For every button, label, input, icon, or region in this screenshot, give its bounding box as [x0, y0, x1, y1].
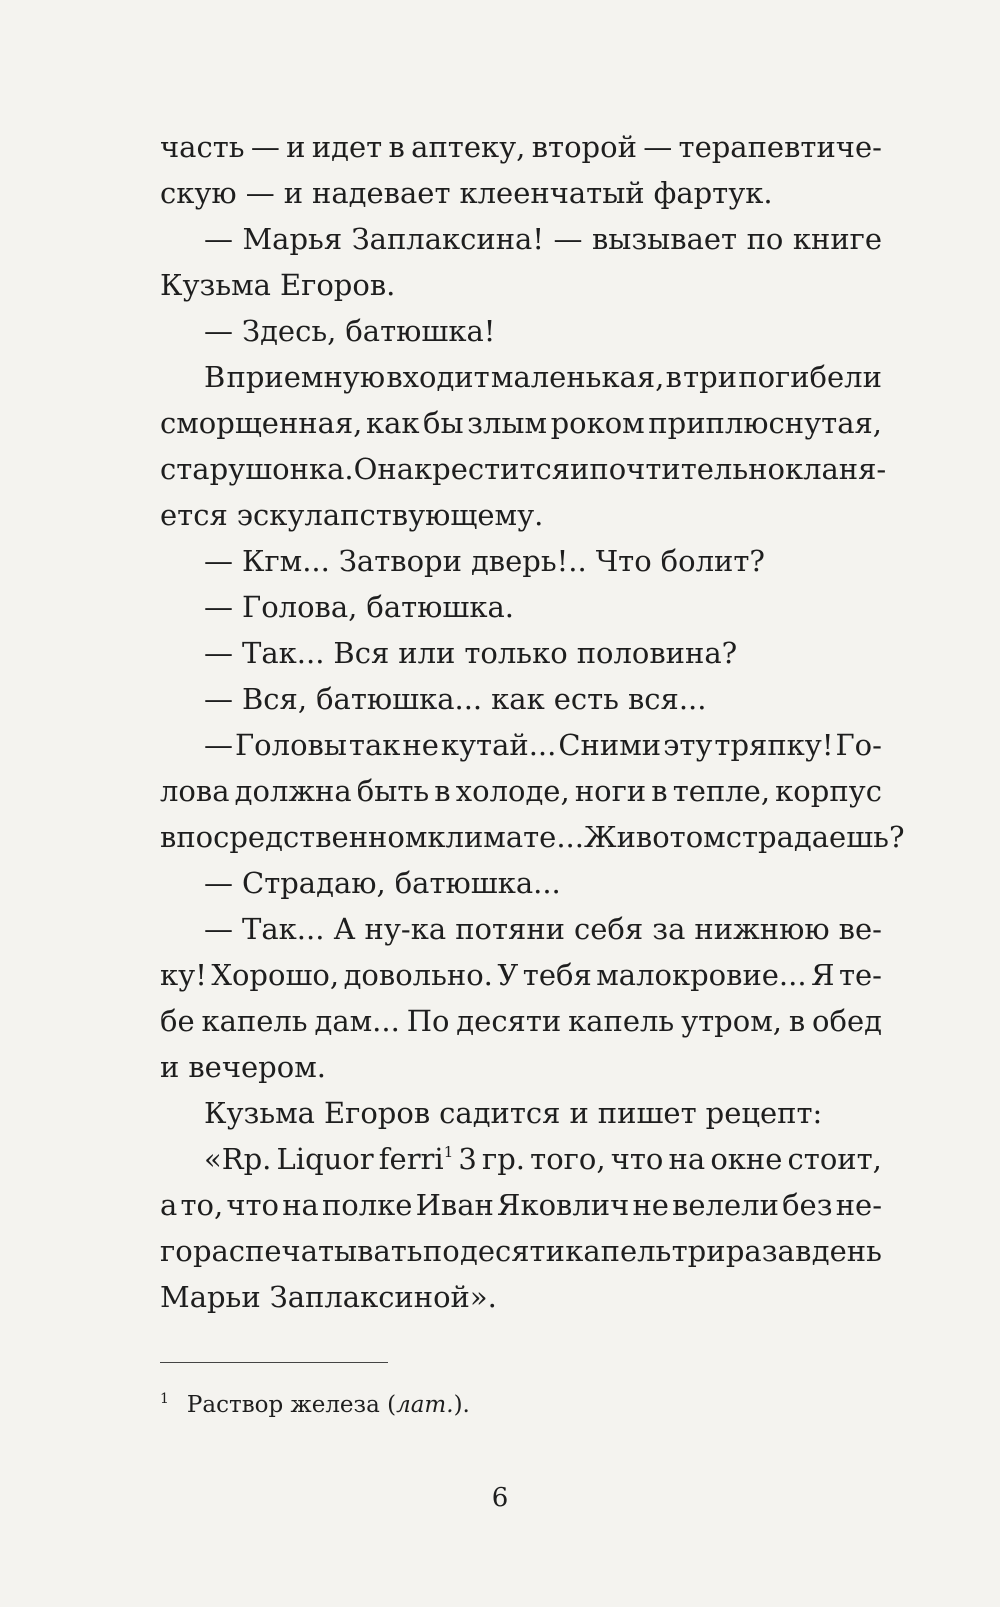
word: часть	[160, 130, 245, 164]
word: —	[204, 636, 233, 670]
word: должна	[234, 774, 352, 808]
text-line	[160, 492, 882, 538]
word: Liquor	[276, 1142, 374, 1176]
body-text	[160, 124, 905, 1320]
word: —	[204, 590, 233, 624]
text-line	[160, 1274, 882, 1320]
word: корпус	[775, 774, 882, 808]
word: маленькая,	[490, 360, 665, 394]
word: Яковлич	[497, 1188, 630, 1222]
word: приемную	[226, 360, 386, 394]
word: что	[610, 1142, 664, 1176]
word: то,	[180, 1188, 224, 1222]
word: Затвори	[338, 544, 462, 578]
word: Животом	[583, 820, 726, 854]
word: Марьи	[160, 1280, 261, 1314]
word: Что	[595, 544, 652, 578]
word: стоит,	[787, 1142, 882, 1176]
text-line	[160, 630, 882, 676]
text-line	[160, 1182, 882, 1228]
word: вызывает	[591, 222, 738, 256]
word: капель	[565, 1234, 672, 1268]
word: Вся,	[242, 682, 308, 716]
word: в	[388, 130, 405, 164]
word: роком	[550, 406, 645, 440]
word: кланя-	[784, 452, 887, 486]
word: гр.	[482, 1142, 525, 1176]
word: клеенчатый	[459, 176, 645, 210]
word: 3	[458, 1142, 477, 1176]
word: дверь!..	[470, 544, 587, 578]
word: скую	[160, 176, 237, 210]
word: —	[250, 130, 280, 164]
word: ferri$^1$	[378, 1142, 454, 1176]
text-line	[160, 262, 882, 308]
word: кутай...	[440, 728, 557, 762]
word: распечатывать	[192, 1234, 423, 1268]
text-line	[160, 998, 882, 1044]
word: вся...	[627, 682, 707, 716]
word: холоде,	[455, 774, 570, 808]
word: рецепт:	[705, 1096, 823, 1130]
word: и	[286, 130, 306, 164]
word: По	[406, 1004, 450, 1038]
word: в	[160, 820, 177, 854]
word: У	[497, 958, 519, 992]
word: Так...	[242, 636, 325, 670]
word: не-	[835, 1188, 882, 1222]
word: только	[464, 636, 568, 670]
text-line	[160, 952, 882, 998]
text-line	[160, 216, 882, 262]
word: —	[204, 222, 233, 256]
word: книге	[792, 222, 882, 256]
word: Марья	[242, 222, 343, 256]
word: три	[683, 360, 738, 394]
word: утром,	[681, 1004, 782, 1038]
word: надевает	[312, 176, 451, 210]
word: Кгм...	[242, 544, 330, 578]
word: климате...	[427, 820, 584, 854]
footnote-number: 1	[160, 1391, 169, 1407]
text-line	[160, 1136, 882, 1182]
word: —	[204, 912, 233, 946]
word: обед	[812, 1004, 882, 1038]
text-line	[160, 446, 887, 492]
text-line	[160, 676, 882, 722]
word: —	[245, 176, 275, 210]
text-line	[160, 400, 882, 446]
word: так	[348, 728, 401, 762]
word: довольно.	[343, 958, 493, 992]
word: —	[204, 728, 233, 762]
word: Страдаю,	[242, 866, 386, 900]
word: а	[160, 1188, 178, 1222]
text-line	[160, 170, 882, 216]
word: без	[782, 1188, 833, 1222]
text-line	[160, 860, 882, 906]
word: дам...	[314, 1004, 400, 1038]
word: быть	[356, 774, 430, 808]
word: в	[665, 360, 682, 394]
text-line	[160, 768, 882, 814]
word: Хорошо,	[211, 958, 340, 992]
word: почтительно	[589, 452, 785, 486]
footnote-close: ).	[453, 1392, 470, 1418]
word: —	[643, 130, 673, 164]
word: ноги	[574, 774, 647, 808]
word: на	[668, 1142, 706, 1176]
word: Кузьма	[204, 1096, 315, 1130]
word: потяни	[455, 912, 565, 946]
word: что	[226, 1188, 280, 1222]
word: батюшка!	[345, 314, 496, 348]
word: «Rp.	[204, 1142, 272, 1176]
word: Головы	[234, 728, 347, 762]
word: за	[652, 912, 686, 946]
word: бе	[160, 1004, 195, 1038]
word: как	[365, 406, 420, 440]
word: полке	[321, 1188, 413, 1222]
word: и	[569, 1096, 589, 1130]
word: вечером.	[188, 1050, 326, 1084]
word: нижнюю	[694, 912, 830, 946]
word: —	[204, 314, 233, 348]
text-line	[160, 584, 882, 630]
word: батюшка...	[316, 682, 483, 716]
word: Заплаксина!	[351, 222, 544, 256]
text-line	[160, 814, 905, 860]
word: ется	[160, 498, 228, 532]
word: В	[204, 360, 226, 394]
word: Егоров.	[279, 268, 396, 302]
word: А	[333, 912, 356, 946]
text-line	[160, 354, 882, 400]
word: садится	[439, 1096, 561, 1130]
word: и	[570, 452, 590, 486]
word: посредственном	[176, 820, 428, 854]
word: Она	[353, 452, 414, 486]
word: по	[746, 222, 784, 256]
word: тряпку!	[714, 728, 834, 762]
word: входит	[386, 360, 490, 394]
word: эскулапствующему.	[236, 498, 544, 532]
word: в	[434, 774, 451, 808]
page-number: 6	[491, 1483, 509, 1513]
word: идет	[311, 130, 383, 164]
word: фартук.	[653, 176, 773, 210]
word: велели	[672, 1188, 779, 1222]
word: малокровие...	[596, 958, 807, 992]
word: Я	[811, 958, 835, 992]
word: капель	[568, 1004, 675, 1038]
word: —	[204, 866, 233, 900]
word: день	[811, 1234, 882, 1268]
word: Заплаксиной».	[269, 1280, 497, 1314]
word: Сними	[558, 728, 662, 762]
word: в	[788, 1004, 806, 1038]
word: и	[160, 1050, 180, 1084]
word: страдаешь?	[725, 820, 905, 854]
word: десяти	[459, 1234, 565, 1268]
word: го	[160, 1234, 193, 1268]
word: Вся	[333, 636, 390, 670]
text-line	[160, 1228, 882, 1274]
text-line	[160, 1044, 882, 1090]
word: ку!	[160, 958, 207, 992]
word: ве-	[838, 912, 882, 946]
word: себя	[574, 912, 644, 946]
word: как	[491, 682, 545, 716]
text-line	[160, 538, 882, 584]
word: те-	[838, 958, 882, 992]
text-line	[160, 1090, 882, 1136]
footnote-divider	[160, 1362, 388, 1363]
word: три	[671, 1234, 726, 1268]
text-line	[160, 124, 882, 170]
word: аптеку,	[411, 130, 526, 164]
word: не	[632, 1188, 669, 1222]
word: эту	[663, 728, 713, 762]
word: не	[402, 728, 439, 762]
word: Здесь,	[242, 314, 337, 348]
footnote	[160, 1384, 470, 1420]
word: десяти	[456, 1004, 562, 1038]
word: того,	[530, 1142, 606, 1176]
word: сморщенная,	[160, 406, 363, 440]
word: терапевтиче-	[678, 130, 882, 164]
word: второй	[531, 130, 637, 164]
word: лова	[160, 774, 230, 808]
word: окне	[710, 1142, 783, 1176]
word: Голова,	[242, 590, 358, 624]
word: батюшка...	[394, 866, 561, 900]
word: Иван	[415, 1188, 494, 1222]
word: —	[204, 544, 233, 578]
word: капель	[201, 1004, 308, 1038]
word: болит?	[660, 544, 765, 578]
word: в	[651, 774, 668, 808]
word: —	[553, 222, 583, 256]
word: погибели	[738, 360, 882, 394]
word: есть	[553, 682, 619, 716]
word: на	[282, 1188, 319, 1222]
word: бы	[423, 406, 464, 440]
word: старушонка.	[160, 452, 354, 486]
text-line	[160, 906, 882, 952]
word: или	[398, 636, 456, 670]
footnote-italic: лат.	[396, 1392, 454, 1418]
footnote-text: Раствор железа (	[186, 1392, 397, 1418]
word: батюшка.	[366, 590, 515, 624]
word: Го-	[835, 728, 882, 762]
word: Так...	[242, 912, 325, 946]
word: и	[283, 176, 304, 210]
word: половина?	[576, 636, 738, 670]
word: —	[204, 682, 233, 716]
word: пишет	[597, 1096, 697, 1130]
word: тебя	[522, 958, 592, 992]
text-line	[160, 722, 882, 768]
word: тепле,	[672, 774, 771, 808]
word: Кузьма	[160, 268, 271, 302]
word: раза	[725, 1234, 795, 1268]
word: Егоров	[323, 1096, 431, 1130]
word: по	[422, 1234, 460, 1268]
word: злым	[467, 406, 548, 440]
footnote-marker: 1	[443, 1143, 454, 1161]
word: в	[795, 1234, 812, 1268]
word: ну-ка	[364, 912, 447, 946]
text-line	[160, 308, 882, 354]
word: крестится	[414, 452, 571, 486]
word: приплюснутая,	[648, 406, 882, 440]
